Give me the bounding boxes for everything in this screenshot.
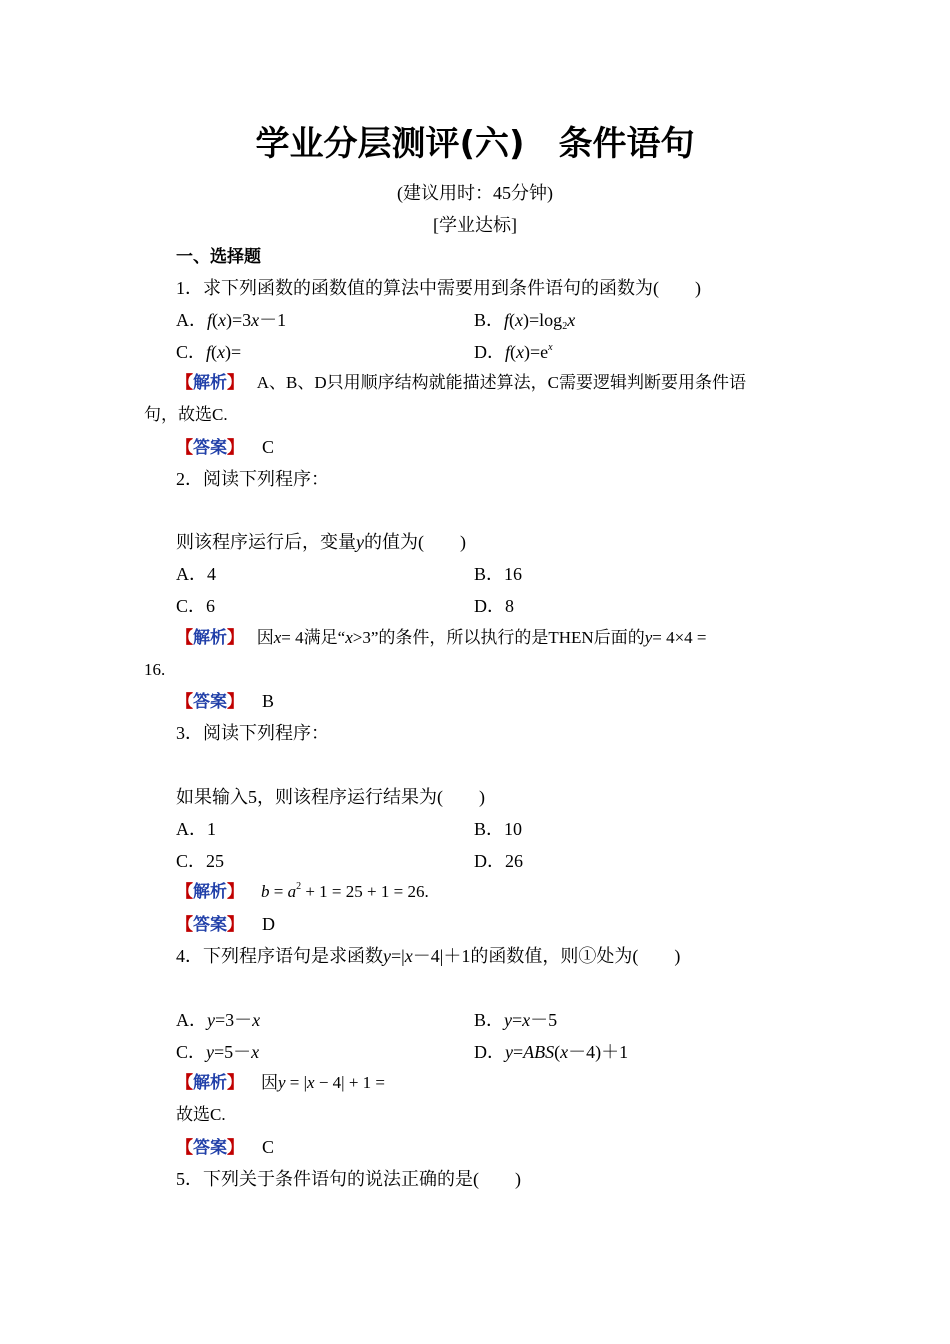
q2-option-c: C．6 <box>176 596 216 616</box>
time-note: (建议用时：45分钟) <box>397 183 553 203</box>
q3-option-c: C．25 <box>176 851 225 871</box>
q1-option-c: C．f(x)= <box>176 342 242 362</box>
q2-analysis: 【解析】 因x= 4满足“x>3”的条件，所以执行的是THEN后面的y= 4×4 = <box>176 628 707 648</box>
q1-option-b: B．$f(x)=\log_2x$ <box>474 310 576 332</box>
q4-answer: 【答案】 C <box>176 1137 275 1158</box>
section-title: 一、选择题 <box>176 247 261 267</box>
q1-option-a: A．f(x)=3x－1 <box>176 310 287 330</box>
q4-stem: 4．下列程序语句是求函数y=|x－4|＋1的函数值，则①处为( ) <box>176 946 681 966</box>
q2-option-a: A．4 <box>176 564 216 584</box>
q3-stem: 3．阅读下列程序： <box>176 723 329 743</box>
q3-option-b: B．10 <box>474 819 523 839</box>
q5-stem: 5．下列关于条件语句的说法正确的是( ) <box>176 1169 521 1189</box>
q2-option-b: B．16 <box>474 564 523 584</box>
analysis-label: 解析 <box>193 373 227 393</box>
q3-question: 如果输入5，则该程序运行结果为( ) <box>176 787 485 807</box>
q4-analysis-cont: 故选C. <box>176 1105 226 1124</box>
q4-option-a: A．y=3－x <box>176 1010 261 1030</box>
q3-analysis: 【解析】 $b = a^2 + 1 = 25 + 1 = 26$. <box>176 881 429 902</box>
level-heading: [学业达标] <box>433 215 517 235</box>
answer-label: 答案 <box>193 438 227 458</box>
q2-question: 则该程序运行后，变量y的值为( ) <box>176 532 466 552</box>
q3-option-a: A．1 <box>176 819 216 839</box>
q3-option-d: D．26 <box>474 851 523 871</box>
q2-answer: 【答案】 B <box>176 691 275 712</box>
q1-analysis: 【解析】 A、B、D只用顺序结构就能描述算法，C需要逻辑判断要用条件语 <box>176 373 746 393</box>
q4-option-d: D．y=ABS(x－4)＋1 <box>474 1042 629 1062</box>
q1-answer: 【答案】 C <box>176 437 275 458</box>
q2-stem: 2．阅读下列程序： <box>176 469 329 489</box>
q3-answer: 【答案】 D <box>176 914 275 935</box>
q4-option-b: B．y=x－5 <box>474 1010 558 1030</box>
q1-option-d: D．$f(x)=e^x$ <box>474 342 553 362</box>
q1-stem: 1．求下列函数的函数值的算法中需要用到条件语句的函数为( ) <box>176 278 701 298</box>
q4-analysis: 【解析】 因y = |x − 4| + 1 = <box>176 1073 386 1093</box>
q1-analysis-cont: 句，故选C. <box>144 405 228 424</box>
q2-option-d: D．8 <box>474 596 514 616</box>
q2-analysis-cont: 16. <box>144 660 166 679</box>
page-title: 学业分层测评(六) 条件语句 <box>255 124 695 164</box>
q4-option-c: C．y=5－x <box>176 1042 260 1062</box>
